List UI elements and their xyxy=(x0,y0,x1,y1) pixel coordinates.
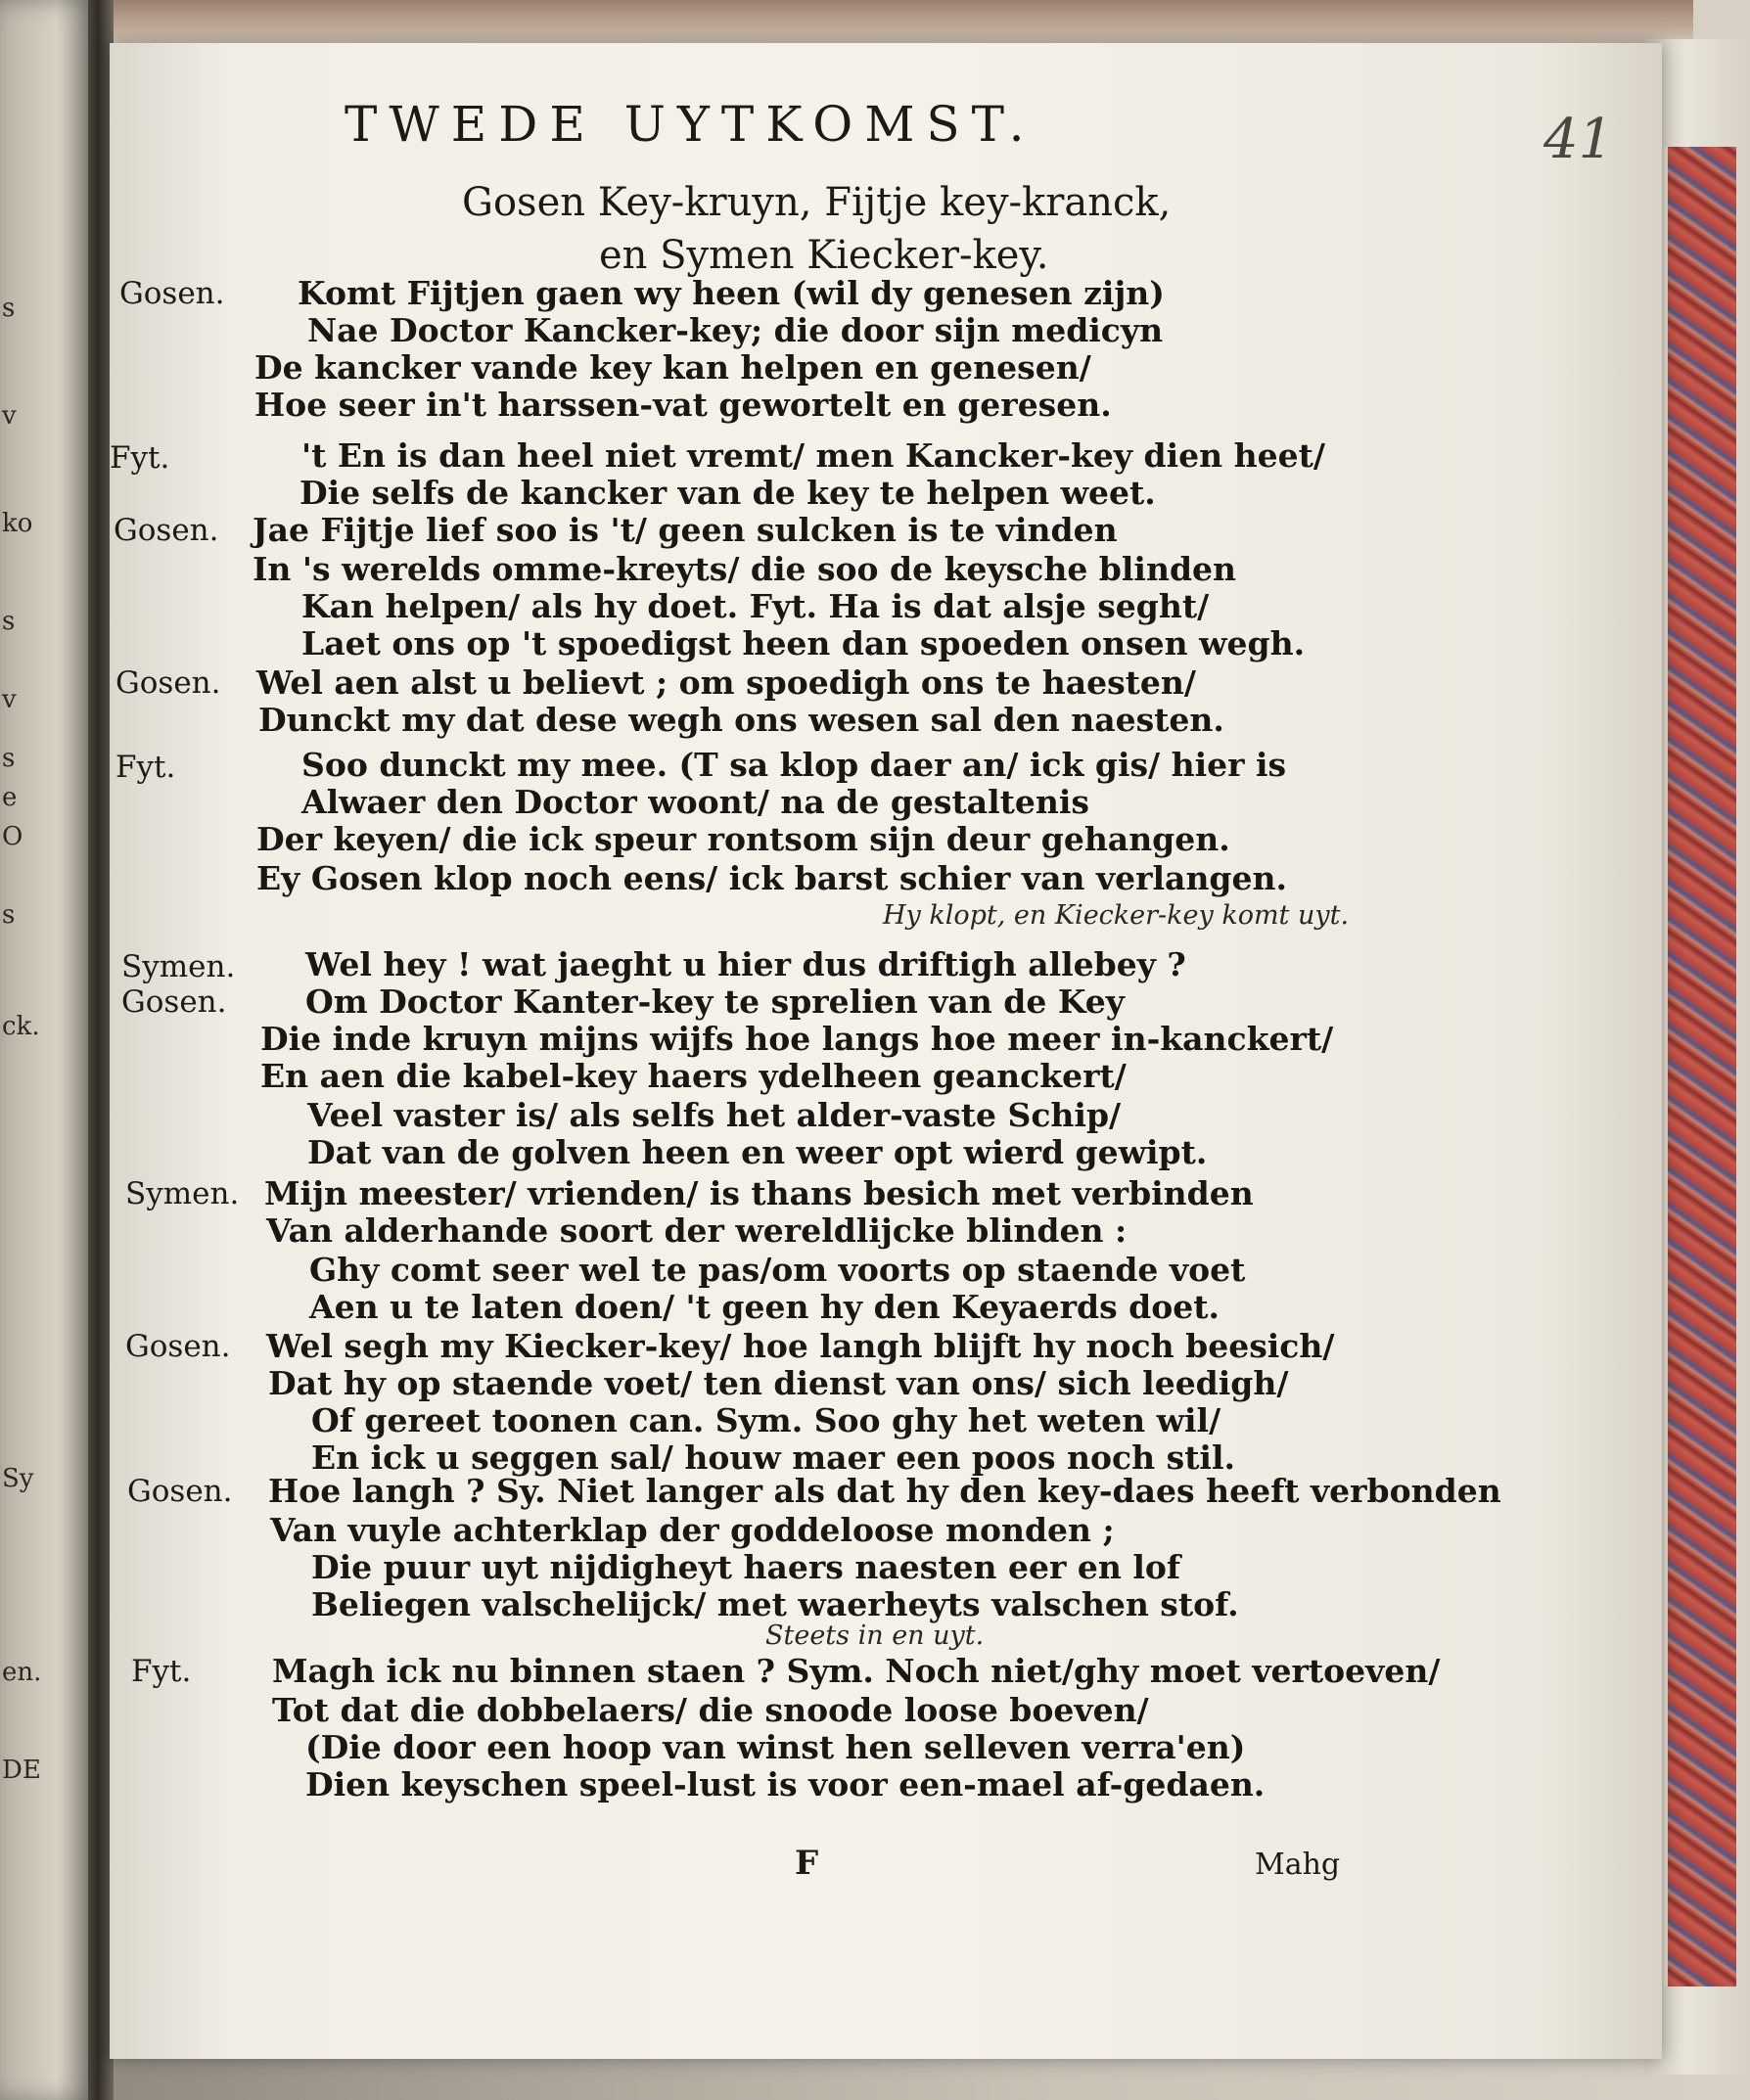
running-head: TWEDE UYTKOMST. xyxy=(345,96,1036,153)
verse-line: Dien keyschen speel-lust is voor een-mael af-gedaen. xyxy=(305,1765,1266,1803)
verse-line: Tot dat die dobbelaers/ die snoode loose boeven/ xyxy=(272,1691,1149,1729)
printed-page xyxy=(110,43,1662,2059)
verse-line: Laet ons op 't spoedigst heen dan spoeden onsen wegh. xyxy=(301,624,1306,662)
left-page-fragment: v xyxy=(2,401,17,431)
left-page-fragment: en. xyxy=(2,1658,42,1687)
speaker-name: Gosen. xyxy=(115,665,221,701)
verse-line: Die selfs de kancker van de key te helpen weet. xyxy=(299,474,1156,512)
verse-line: Dat van de golven heen en weer opt wierd gewipt. xyxy=(307,1133,1208,1171)
verse-line: Dat hy op staende voet/ ten dienst van ons/ sich leedigh/ xyxy=(268,1364,1289,1402)
verse-line: Om Doctor Kanter-key te sprelien van de Key xyxy=(305,982,1125,1021)
verse-line: Ey Gosen klop noch eens/ ick barst schier van verlangen. xyxy=(256,859,1287,897)
speaker-name: Gosen. xyxy=(125,1329,231,1364)
speaker-name: Gosen. xyxy=(127,1474,233,1509)
verse-line: Veel vaster is/ als selfs het alder-vaste Schip/ xyxy=(307,1096,1122,1134)
verse-line: Jae Fijtje lief soo is 't/ geen sulcken is te vinden xyxy=(253,511,1118,549)
left-page-fragment: v xyxy=(2,685,17,714)
verse-line: Of gereet toonen can. Sym. Soo ghy het weten wil/ xyxy=(311,1401,1221,1439)
signature-mark: F xyxy=(795,1844,819,1883)
verse-line: (Die door een hoop van winst hen selleven verra'en) xyxy=(305,1728,1246,1766)
catchword: Mahg xyxy=(1255,1848,1341,1882)
scene-heading-line-1: Gosen Key-kruyn, Fijtje key-kranck, xyxy=(462,180,1172,225)
verse-line: Der keyen/ die ick speur rontsom sijn deur gehangen. xyxy=(256,820,1230,858)
verse-line: De kancker vande key kan helpen en genesen/ xyxy=(254,348,1091,387)
verse-line: Nae Doctor Kancker-key; die door sijn medicyn xyxy=(307,311,1164,349)
verse-line: Hoe langh ? Sy. Niet langer als dat hy den key-daes heeft verbonden xyxy=(268,1472,1501,1510)
speaker-name: Symen. xyxy=(121,949,236,984)
verse-line: Wel hey ! wat jaeght u hier dus driftigh allebey ? xyxy=(305,945,1186,983)
verse-line: Magh ick nu binnen staen ? Sym. Noch niet/ghy moet vertoeven/ xyxy=(272,1652,1441,1690)
speaker-name: Gosen. xyxy=(121,984,227,1020)
left-page-fragment: e xyxy=(2,783,18,812)
left-facing-page xyxy=(0,0,94,2100)
speaker-name: Symen. xyxy=(125,1176,240,1211)
verse-line: Hoe seer in't harssen-vat gewortelt en geresen. xyxy=(254,386,1112,424)
verse-line: Beliegen valschelijck/ met waerheyts valschen stof. xyxy=(311,1585,1239,1623)
verse-line: En ick u seggen sal/ houw maer een poos noch stil. xyxy=(311,1438,1235,1477)
stage-direction: Steets in en uyt. xyxy=(765,1621,985,1651)
verse-line: En aen die kabel-key haers ydelheen geanckert/ xyxy=(260,1057,1127,1095)
verse-line: In 's werelds omme-kreyts/ die soo de keysche blinden xyxy=(253,550,1237,588)
speaker-name: Gosen. xyxy=(119,276,225,311)
left-page-fragment: O xyxy=(2,822,23,851)
verse-line: Kan helpen/ als hy doet. Fyt. Ha is dat alsje seght/ xyxy=(301,587,1210,625)
stage-direction: Hy klopt, en Kiecker-key komt uyt. xyxy=(883,900,1350,931)
verse-line: Van alderhande soort der wereldlijcke blinden : xyxy=(266,1211,1128,1250)
speaker-name: Gosen. xyxy=(114,513,219,548)
verse-line: Komt Fijtjen gaen wy heen (wil dy genesen zijn) xyxy=(298,274,1165,312)
left-page-fragment: s xyxy=(2,294,16,323)
left-page-fragment: ck. xyxy=(2,1012,40,1041)
left-page-fragment: Sy xyxy=(2,1464,34,1493)
verse-line: Wel aen alst u believt ; om spoedigh ons te haesten/ xyxy=(256,663,1196,702)
verse-line: Mijn meester/ vrienden/ is thans besich met verbinden xyxy=(264,1174,1254,1212)
verse-line: Van vuyle achterklap der goddeloose monden ; xyxy=(270,1511,1115,1549)
verse-line: Die inde kruyn mijns wijfs hoe langs hoe meer in-kanckert/ xyxy=(260,1020,1334,1058)
left-page-fragment: s xyxy=(2,607,16,636)
marbled-board xyxy=(1664,147,1736,1986)
left-page-fragment: DE xyxy=(2,1756,41,1785)
verse-line: Alwaer den Doctor woont/ na de gestaltenis xyxy=(301,783,1089,821)
verse-line: Die puur uyt nijdigheyt haers naesten eer en lof xyxy=(311,1548,1181,1586)
verse-line: Dunckt my dat dese wegh ons wesen sal den naesten. xyxy=(258,701,1224,739)
verse-line: 't En is dan heel niet vremt/ men Kancker-key dien heet/ xyxy=(301,436,1325,475)
left-page-fragment: s xyxy=(2,744,16,773)
folio-number: 41 xyxy=(1543,108,1614,171)
speaker-name: Fyt. xyxy=(115,750,176,785)
speaker-name: Fyt. xyxy=(131,1654,192,1689)
speaker-name: Fyt. xyxy=(110,440,170,476)
left-page-fragment: ko xyxy=(2,509,33,538)
verse-line: Wel segh my Kiecker-key/ hoe langh blijft hy noch beesich/ xyxy=(266,1327,1335,1365)
verse-line: Soo dunckt my mee. (T sa klop daer an/ ick gis/ hier is xyxy=(301,746,1287,784)
verse-line: Aen u te laten doen/ 't geen hy den Keyaerds doet. xyxy=(309,1288,1220,1326)
verse-line: Ghy comt seer wel te pas/om voorts op staende voet xyxy=(309,1251,1246,1289)
scene-heading-line-2: en Symen Kiecker-key. xyxy=(599,233,1049,278)
left-page-fragment: s xyxy=(2,900,16,930)
